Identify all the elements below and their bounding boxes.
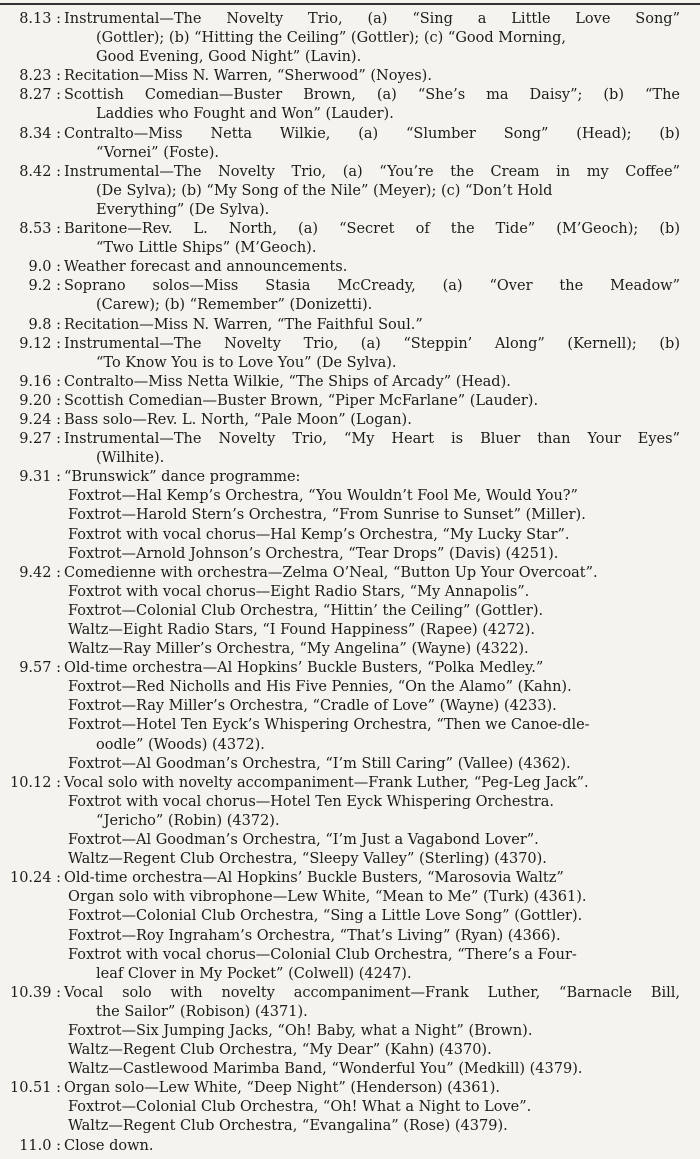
entry-time: 8.53 : xyxy=(19,221,61,238)
time-label: 8.27 xyxy=(19,87,52,104)
time-label: 9.16 xyxy=(19,373,52,390)
record-item: Foxtrot—Roy Ingraham’s Orchestra, “That’s Living” (Ryan) (4366). xyxy=(68,927,561,944)
record-item: Foxtrot with vocal chorus—Colonial Club Orchestra, “There’s a Four- xyxy=(68,946,577,963)
programme-entry xyxy=(0,316,700,335)
record-item: Waltz—Ray Miller’s Orchestra, “My Angelina” (Wayne) (4322). xyxy=(68,641,529,658)
entry-continuation: (Gottler); (b) “Hitting the Ceiling” (Gottler); (c) “Good Morning, xyxy=(96,30,566,47)
entry-time: 10.24 : xyxy=(9,870,61,887)
time-label: 9.2 xyxy=(28,278,52,295)
entry-body xyxy=(64,430,700,468)
programme-entry xyxy=(0,392,700,411)
record-item: Foxtrot—Hal Kemp’s Orchestra, “You Wouldn’t Fool Me, Would You?” xyxy=(68,488,578,505)
entry-time: 9.2 : xyxy=(28,278,61,295)
time-label: 9.20 xyxy=(19,392,52,409)
entry-body xyxy=(64,869,700,984)
entry-time: 10.39 : xyxy=(9,984,61,1001)
programme-entry xyxy=(0,774,700,869)
record-item: Foxtrot—Harold Stern’s Orchestra, “From Sunrise to Sunset” (Miller). xyxy=(68,507,586,524)
entry-continuation: “Vornei” (Foste). xyxy=(96,144,219,161)
entry-continuation: the Sailor” (Robison) (4371). xyxy=(96,1003,308,1020)
programme-entry xyxy=(0,258,700,277)
programme-entry xyxy=(0,163,700,220)
record-item: Foxtrot—Ray Miller’s Orchestra, “Cradle of Love” (Wayne) (4233). xyxy=(68,698,557,715)
entry-title: Scottish Comedian—Buster Brown, “Piper McFarlane” (Lauder). xyxy=(64,392,539,409)
programme-entry xyxy=(0,86,700,124)
programme-entry xyxy=(0,468,700,563)
entry-body xyxy=(64,86,700,124)
entry-body xyxy=(64,392,700,411)
record-item-continuation: “Jericho” (Robin) (4372). xyxy=(96,812,280,829)
entry-body xyxy=(64,774,700,869)
entry-title: Close down. xyxy=(64,1137,154,1154)
time-label: 8.53 xyxy=(19,221,52,238)
entry-title: Old-time orchestra—Al Hopkins’ Buckle Busters, “Marosovia Waltz” xyxy=(64,870,564,887)
entry-body xyxy=(64,316,700,335)
programme-entry xyxy=(0,373,700,392)
time-label: 8.34 xyxy=(19,125,52,142)
entry-time: 8.42 : xyxy=(19,163,61,180)
entry-time: 9.31 : xyxy=(19,469,61,486)
entry-title: Old-time orchestra—Al Hopkins’ Buckle Busters, “Polka Medley.” xyxy=(64,660,544,677)
entry-body xyxy=(64,335,700,373)
record-item: Foxtrot—Red Nicholls and His Five Pennies, “On the Alamo” (Kahn). xyxy=(68,679,572,696)
programme-list xyxy=(0,10,700,1156)
time-label: 9.57 xyxy=(19,660,52,677)
top-rule xyxy=(0,3,700,5)
entry-continuation: (Carew); (b) “Remember” (Donizetti). xyxy=(96,297,373,314)
record-item: Foxtrot with vocal chorus—Hotel Ten Eyck Whispering Orchestra. xyxy=(68,793,554,810)
programme-entry xyxy=(0,125,700,163)
entry-body xyxy=(64,373,700,392)
time-label: 9.42 xyxy=(19,564,52,581)
record-item-continuation: oodle” (Woods) (4372). xyxy=(96,736,265,753)
entry-body xyxy=(64,67,700,86)
entry-title: Bass solo—Rev. L. North, “Pale Moon” (Logan). xyxy=(64,411,412,428)
entry-continuation: “To Know You is to Love You” (De Sylva). xyxy=(96,354,397,371)
time-label: 8.13 xyxy=(19,11,52,27)
entry-body xyxy=(64,1137,700,1156)
entry-time: 11.0 : xyxy=(19,1137,61,1154)
time-label: 11.0 xyxy=(19,1137,52,1154)
entry-body xyxy=(64,125,700,163)
record-item: Foxtrot with vocal chorus—Eight Radio Stars, “My Annapolis”. xyxy=(68,583,530,600)
entry-title: Organ solo—Lew White, “Deep Night” (Henderson) (4361). xyxy=(64,1080,500,1097)
entry-time: 8.27 : xyxy=(19,87,61,104)
entry-body xyxy=(64,258,700,277)
entry-title: Instrumental—The Novelty Trio, “My Heart is Bluer than Your Eyes” xyxy=(64,431,680,448)
entry-time: 9.57 : xyxy=(19,660,61,677)
entry-title: Comedienne with orchestra—Zelma O’Neal, “Button Up Your Overcoat”. xyxy=(64,564,598,581)
entry-continuation: Laddies who Fought and Won” (Lauder). xyxy=(96,106,394,123)
record-item: Foxtrot—Colonial Club Orchestra, “Sing a Little Love Song” (Gottler). xyxy=(68,908,583,925)
time-label: 10.24 xyxy=(9,870,52,887)
entry-title: Recitation—Miss N. Warren, “Sherwood” (Noyes). xyxy=(64,68,432,85)
programme-entry xyxy=(0,277,700,315)
entry-time: 10.12 : xyxy=(9,774,61,791)
record-item: Waltz—Regent Club Orchestra, “Sleepy Valley” (Sterling) (4370). xyxy=(68,851,547,868)
record-item-continuation: leaf Clover in My Pocket” (Colwell) (4247). xyxy=(96,965,412,982)
entry-body xyxy=(64,659,700,774)
time-label: 10.12 xyxy=(9,774,52,791)
entry-title: Contralto—Miss Netta Wilkie, “The Ships of Arcady” (Head). xyxy=(64,373,511,390)
time-label: 8.42 xyxy=(19,163,52,180)
entry-time: 9.8 : xyxy=(28,316,61,333)
entry-time: 9.16 : xyxy=(19,373,61,390)
record-item: Foxtrot—Colonial Club Orchestra, “Oh! What a Night to Love”. xyxy=(68,1099,532,1116)
programme-entry xyxy=(0,564,700,659)
programme-entry xyxy=(0,67,700,86)
record-item: Foxtrot—Hotel Ten Eyck’s Whispering Orchestra, “Then we Canoe-dle- xyxy=(68,717,590,734)
record-item: Waltz—Eight Radio Stars, “I Found Happiness” (Rapee) (4272). xyxy=(68,622,536,638)
record-item: Waltz—Castlewood Marimba Band, “Wonderful You” (Medkill) (4379). xyxy=(68,1061,583,1078)
entry-title: Weather forecast and announcements. xyxy=(64,259,348,276)
entry-title: Recitation—Miss N. Warren, “The Faithful Soul.” xyxy=(64,316,423,333)
record-item: Foxtrot—Al Goodman’s Orchestra, “I’m Just a Vagabond Lover”. xyxy=(68,832,539,849)
programme-entry xyxy=(0,1137,700,1156)
record-item: Waltz—Regent Club Orchestra, “My Dear” (Kahn) (4370). xyxy=(68,1042,492,1059)
entry-title: Instrumental—The Novelty Trio, (a) “Sing a Little Love Song” xyxy=(64,11,680,27)
record-item: Organ solo with vibrophone—Lew White, “Mean to Me” (Turk) (4361). xyxy=(68,889,587,906)
programme-entry xyxy=(0,430,700,468)
time-label: 9.31 xyxy=(19,469,52,486)
programme-entry xyxy=(0,411,700,430)
entry-continuation: (De Sylva); (b) “My Song of the Nile” (Meyer); (c) “Don’t Hold xyxy=(96,182,553,199)
entry-continuation: Everything” (De Sylva). xyxy=(96,201,270,218)
entry-title: “Brunswick” dance programme: xyxy=(64,469,301,486)
programme-entry xyxy=(0,335,700,373)
programme-entry xyxy=(0,1079,700,1136)
record-item: Foxtrot with vocal chorus—Hal Kemp’s Orchestra, “My Lucky Star”. xyxy=(68,526,570,543)
programme-entry xyxy=(0,220,700,258)
entry-time: 10.51 : xyxy=(9,1080,61,1097)
entry-time: 9.42 : xyxy=(19,564,61,581)
time-label: 10.51 xyxy=(9,1080,52,1097)
entry-title: Scottish Comedian—Buster Brown, (a) “She’s ma Daisy”; (b) “The xyxy=(64,87,680,104)
entry-time: 9.0 : xyxy=(28,259,61,276)
record-item: Foxtrot—Al Goodman’s Orchestra, “I’m Still Caring” (Vallee) (4362). xyxy=(68,755,571,772)
entry-body xyxy=(64,564,700,659)
entry-body xyxy=(64,1079,700,1136)
programme-entry xyxy=(0,984,700,1079)
time-label: 9.12 xyxy=(19,335,52,352)
time-label: 9.27 xyxy=(19,431,52,448)
entry-continuation: Good Evening, Good Night” (Lavin). xyxy=(96,49,362,66)
programme-entry xyxy=(0,659,700,774)
entry-title: Vocal solo with novelty accompaniment—Frank Luther, “Peg-Leg Jack”. xyxy=(64,774,589,791)
entry-title: Contralto—Miss Netta Wilkie, (a) “Slumber Song” (Head); (b) xyxy=(64,125,680,142)
entry-continuation: “Two Little Ships” (M’Geoch). xyxy=(96,240,317,257)
record-item: Foxtrot—Six Jumping Jacks, “Oh! Baby, what a Night” (Brown). xyxy=(68,1022,533,1039)
entry-time: 9.24 : xyxy=(19,411,61,428)
entry-title: Baritone—Rev. L. North, (a) “Secret of the Tide” (M’Geoch); (b) xyxy=(64,221,680,238)
record-item: Foxtrot—Arnold Johnson’s Orchestra, “Tear Drops” (Davis) (4251). xyxy=(68,545,559,562)
entry-title: Instrumental—The Novelty Trio, (a) “Steppin’ Along” (Kernell); (b) xyxy=(64,335,680,352)
entry-title: Vocal solo with novelty accompaniment—Frank Luther, “Barnacle Bill, xyxy=(64,984,680,1001)
entry-body xyxy=(64,10,700,67)
entry-time: 9.27 : xyxy=(19,431,61,448)
entry-body xyxy=(64,163,700,220)
programme-entry xyxy=(0,869,700,984)
entry-time: 9.20 : xyxy=(19,392,61,409)
entry-time: 8.13 : xyxy=(19,11,61,27)
time-label: 9.24 xyxy=(19,411,52,428)
time-label: 8.23 xyxy=(19,68,52,85)
entry-time: 8.34 : xyxy=(19,125,61,142)
time-label: 10.39 xyxy=(9,984,52,1001)
entry-time: 8.23 : xyxy=(19,68,61,85)
record-item: Waltz—Regent Club Orchestra, “Evangalina” (Rose) (4379). xyxy=(68,1118,508,1135)
entry-time: 9.12 : xyxy=(19,335,61,352)
time-label: 9.0 xyxy=(28,259,52,276)
entry-title: Instrumental—The Novelty Trio, (a) “You’re the Cream in my Coffee” xyxy=(64,163,680,180)
entry-title: Soprano solos—Miss Stasia McCready, (a) “Over the Meadow” xyxy=(64,278,680,295)
time-label: 9.8 xyxy=(28,316,52,333)
programme-entry xyxy=(0,10,700,67)
entry-body xyxy=(64,468,700,563)
entry-body xyxy=(64,277,700,315)
entry-body xyxy=(64,984,700,1079)
entry-body xyxy=(64,220,700,258)
entry-continuation: (Wilhite). xyxy=(96,450,165,467)
entry-body xyxy=(64,411,700,430)
record-item: Foxtrot—Colonial Club Orchestra, “Hittin’ the Ceiling” (Gottler). xyxy=(68,602,544,619)
